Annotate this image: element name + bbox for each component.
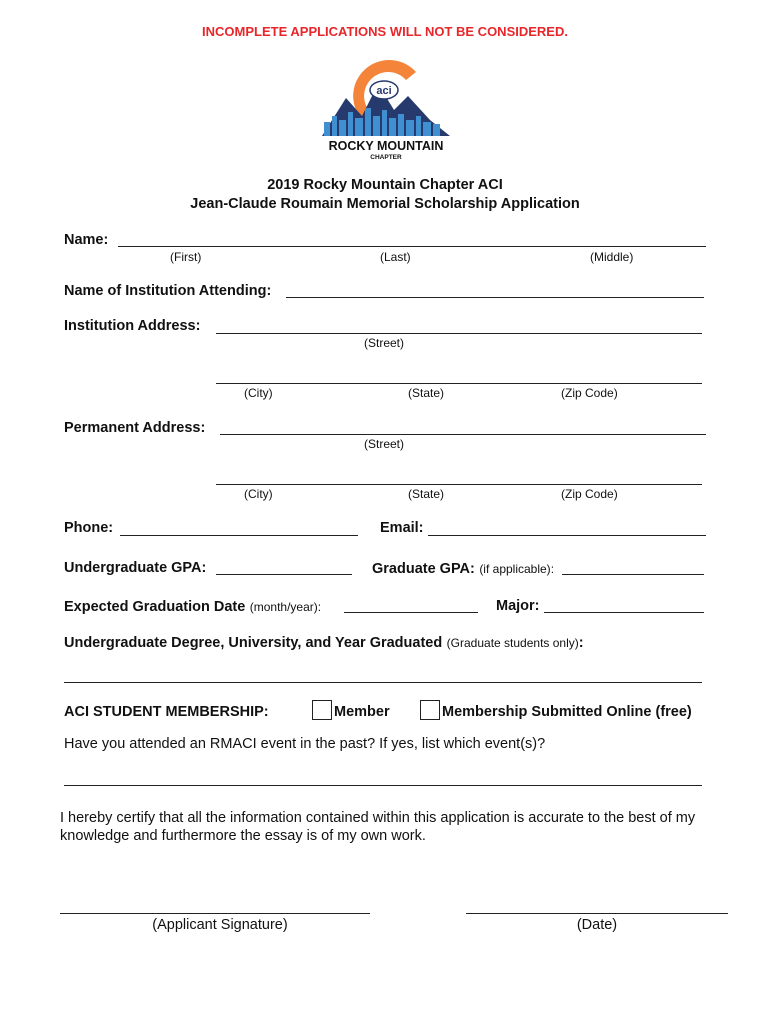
incomplete-warning: INCOMPLETE APPLICATIONS WILL NOT BE CONSIDERED. [202, 24, 568, 39]
institution-zip-caption: (Zip Code) [561, 386, 618, 400]
institution-city-state-zip-line[interactable] [216, 383, 702, 384]
institution-label: Name of Institution Attending: [64, 283, 272, 299]
rmaci-event-input-line[interactable] [64, 785, 702, 786]
expected-graduation-input-line[interactable] [344, 612, 478, 613]
logo-sub-text: CHAPTER [370, 154, 402, 161]
phone-input-line[interactable] [120, 535, 358, 536]
graduate-gpa-label-group [372, 560, 554, 578]
major-input-line[interactable] [544, 612, 704, 613]
title-line-1: 2019 Rocky Mountain Chapter ACI [267, 177, 503, 193]
name-last-caption: (Last) [380, 250, 411, 264]
applicant-signature-caption: (Applicant Signature) [152, 917, 288, 933]
aci-rocky-mountain-logo [320, 56, 452, 162]
permanent-zip-caption: (Zip Code) [561, 487, 618, 501]
expected-graduation-hint: (month/year): [249, 600, 322, 614]
certification-line-2: knowledge and furthermore the essay is of my own work. [60, 828, 426, 844]
name-middle-caption: (Middle) [590, 250, 634, 264]
undergraduate-gpa-label: Undergraduate GPA: [64, 560, 207, 576]
membership-online-checkbox[interactable] [420, 700, 440, 720]
permanent-city-caption: (City) [244, 487, 273, 501]
undergraduate-gpa-input-line[interactable] [216, 574, 352, 575]
graduate-gpa-label: Graduate GPA: [372, 561, 475, 577]
institution-input-line[interactable] [286, 297, 704, 298]
institution-city-caption: (City) [244, 386, 273, 400]
membership-online-option-label: Membership Submitted Online (free) [442, 704, 692, 720]
expected-graduation-label: Expected Graduation Date [64, 599, 246, 615]
graduate-gpa-colon: : [550, 562, 555, 576]
name-input-line[interactable] [118, 246, 706, 247]
logo-aci-text: aci [376, 85, 392, 97]
date-caption: (Date) [576, 917, 618, 933]
undergraduate-degree-colon: : [578, 635, 584, 651]
member-checkbox[interactable] [312, 700, 332, 720]
applicant-signature-line[interactable] [60, 913, 370, 914]
name-label: Name: [64, 232, 109, 248]
email-input-line[interactable] [428, 535, 706, 536]
certification-line-1: I hereby certify that all the information contained within this application is accurate to the best of my [60, 810, 696, 826]
institution-street-line[interactable] [216, 333, 702, 334]
expected-graduation-label-group [64, 598, 321, 616]
undergraduate-degree-label: Undergraduate Degree, University, and Year Graduated [64, 635, 443, 651]
logo-main-text: ROCKY MOUNTAIN [328, 139, 444, 153]
permanent-city-state-zip-line[interactable] [216, 484, 702, 485]
permanent-street-line[interactable] [220, 434, 706, 435]
phone-label: Phone: [64, 520, 114, 536]
graduate-gpa-input-line[interactable] [562, 574, 704, 575]
date-line[interactable] [466, 913, 728, 914]
major-label: Major: [496, 598, 540, 614]
permanent-street-caption: (Street) [364, 437, 405, 451]
rmaci-event-question: Have you attended an RMACI event in the past? If yes, list which event(s)? [64, 736, 546, 752]
title-line-2: Jean-Claude Roumain Memorial Scholarship Application [190, 196, 580, 212]
membership-label: ACI STUDENT MEMBERSHIP: [64, 704, 269, 720]
email-label: Email: [380, 520, 424, 536]
institution-state-caption: (State) [408, 386, 445, 400]
permanent-state-caption: (State) [408, 487, 445, 501]
undergraduate-degree-input-line[interactable] [64, 682, 702, 683]
institution-address-label: Institution Address: [64, 318, 201, 334]
undergraduate-degree-label-group [64, 634, 584, 652]
name-first-caption: (First) [170, 250, 202, 264]
institution-street-caption: (Street) [364, 336, 405, 350]
member-option-label: Member [334, 704, 390, 720]
graduate-gpa-hint: (if applicable) [479, 562, 551, 576]
permanent-address-label: Permanent Address: [64, 420, 206, 436]
undergraduate-degree-hint: (Graduate students only) [446, 636, 579, 650]
